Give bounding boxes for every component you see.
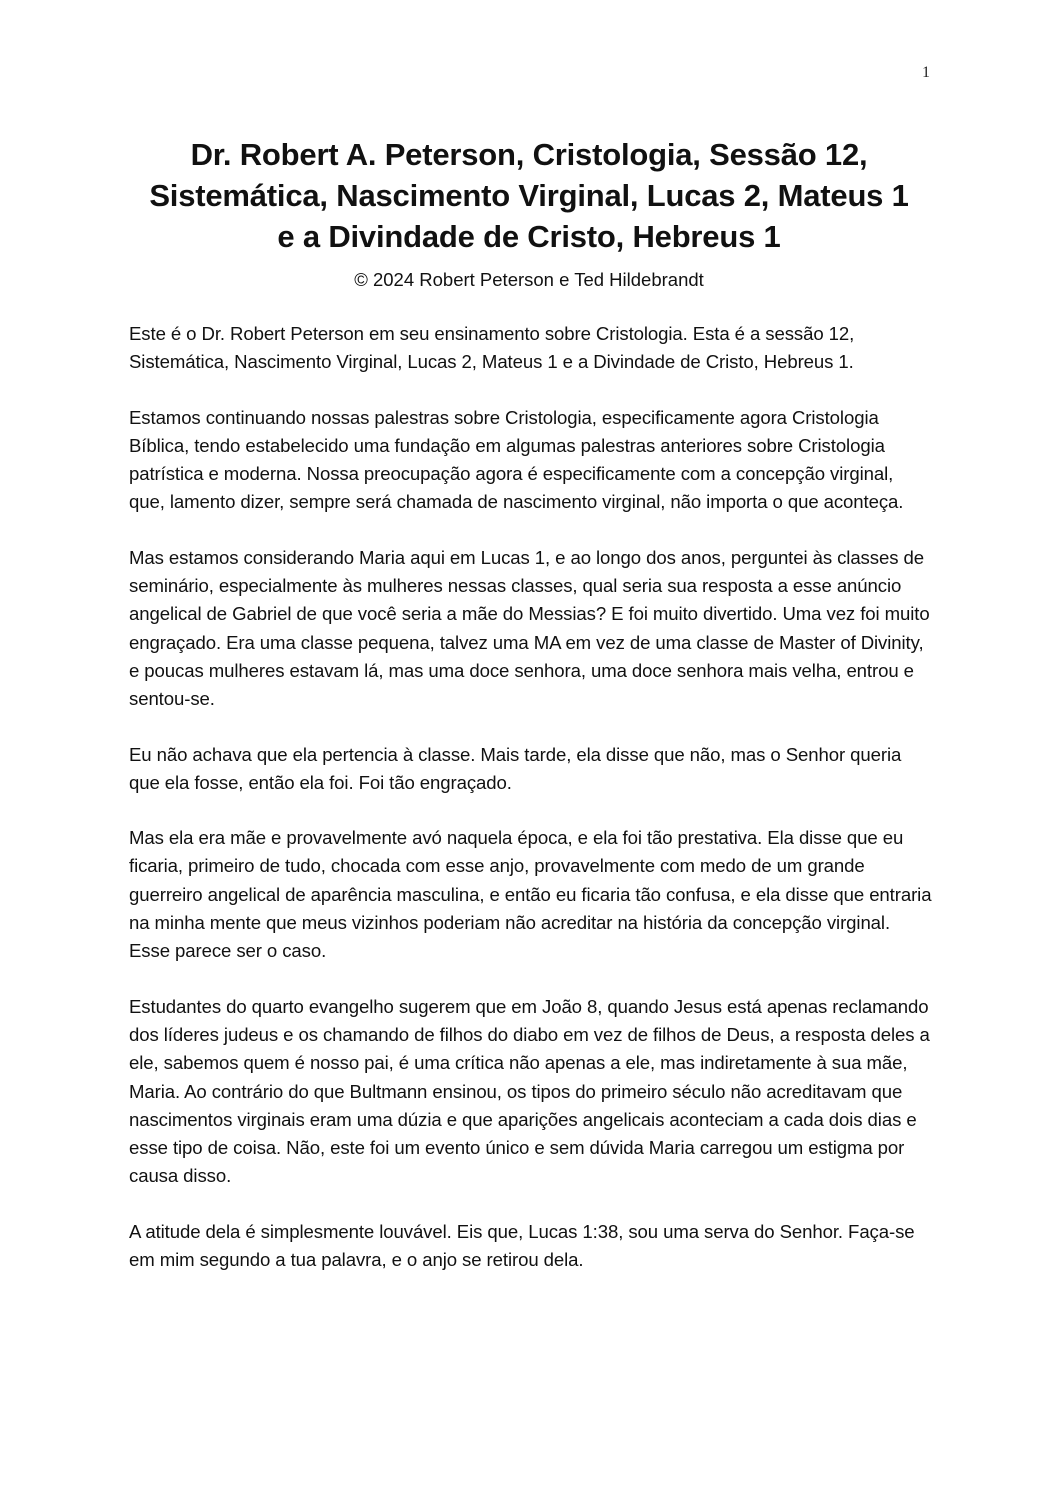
title-line: e a Divindade de Cristo, Hebreus 1 (277, 219, 781, 254)
title-line: Sistemática, Nascimento Virginal, Lucas 2, Mateus 1 (149, 178, 909, 213)
paragraph: Mas ela era mãe e provavelmente avó naquela época, e ela foi tão prestativa. Ela disse que eu ficaria, primeiro de tudo, chocada com esse anjo, provavelmente com medo de um grande guerreiro angelical de aparência masculina, e então eu ficaria tão confusa, e ela disse que entraria na minha mente que meus vizinhos poderiam não acreditar na história da concepção virginal. Esse parece ser o caso. (129, 827, 932, 962)
paragraph: Estudantes do quarto evangelho sugerem que em João 8, quando Jesus está apenas reclamando dos líderes judeus e os chamando de filhos do diabo em vez de filhos de Deus, a resposta deles a ele, sabemos quem é nosso pai, é uma crítica não apenas a ele, mas indiretamente à sua mãe, Maria. Ao contrário do que Bultmann ensinou, os tipos do primeiro século não acreditavam que nascimentos virginais eram uma dúzia e que aparições angelicais aconteciam a cada dois dias e esse tipo de coisa. Não, este foi um evento único e sem dúvida Maria carregou um estigma por causa disso. (129, 995, 930, 1187)
paragraph: Eu não achava que ela pertencia à classe. Mais tarde, ela disse que não, mas o Senhor queria que ela fosse, então ela foi. Foi tão engraçado. (129, 743, 902, 793)
paragraph: Este é o Dr. Robert Peterson em seu ensinamento sobre Cristologia. Esta é a sessão 12, Sistemática, Nascimento Virginal, Lucas 2, Mateus 1 e a Divindade de Cristo, Hebreus 1. (129, 323, 855, 373)
paragraph: A atitude dela é simplesmente louvável. Eis que, Lucas 1:38, sou uma serva do Senhor. Faça-se em mim segundo a tua palavra, e o anjo se retirou dela. (129, 1220, 915, 1271)
copyright-line: © 2024 Robert Peterson e Ted Hildebrandt (354, 269, 704, 290)
title-line: Dr. Robert A. Peterson, Cristologia, Sessão 12, (190, 137, 868, 172)
document-body (129, 320, 934, 1301)
document-title (100, 134, 958, 257)
paragraph: Mas estamos considerando Maria aqui em Lucas 1, e ao longo dos anos, perguntei às classes de seminário, especialmente às mulheres nessas classes, qual seria sua resposta a esse anúncio angelical de Gabriel de que você seria a mãe do Messias? E foi muito divertido. Uma vez foi muito engraçado. Era uma classe pequena, talvez uma MA em vez de uma classe de Master of Divinity, e poucas mulheres estavam lá, mas uma doce senhora, uma doce senhora mais velha, entrou e sentou-se. (129, 546, 930, 710)
paragraph: Estamos continuando nossas palestras sobre Cristologia, especificamente agora Cristologia Bíblica, tendo estabelecido uma fundação em algumas palestras anteriores sobre Cristologia patrística e moderna. Nossa preocupação agora é especificamente com a concepção virginal, que, lamento dizer, sempre será chamada de nascimento virginal, não importa o que aconteça. (129, 406, 904, 513)
page-number: 1 (922, 64, 930, 81)
